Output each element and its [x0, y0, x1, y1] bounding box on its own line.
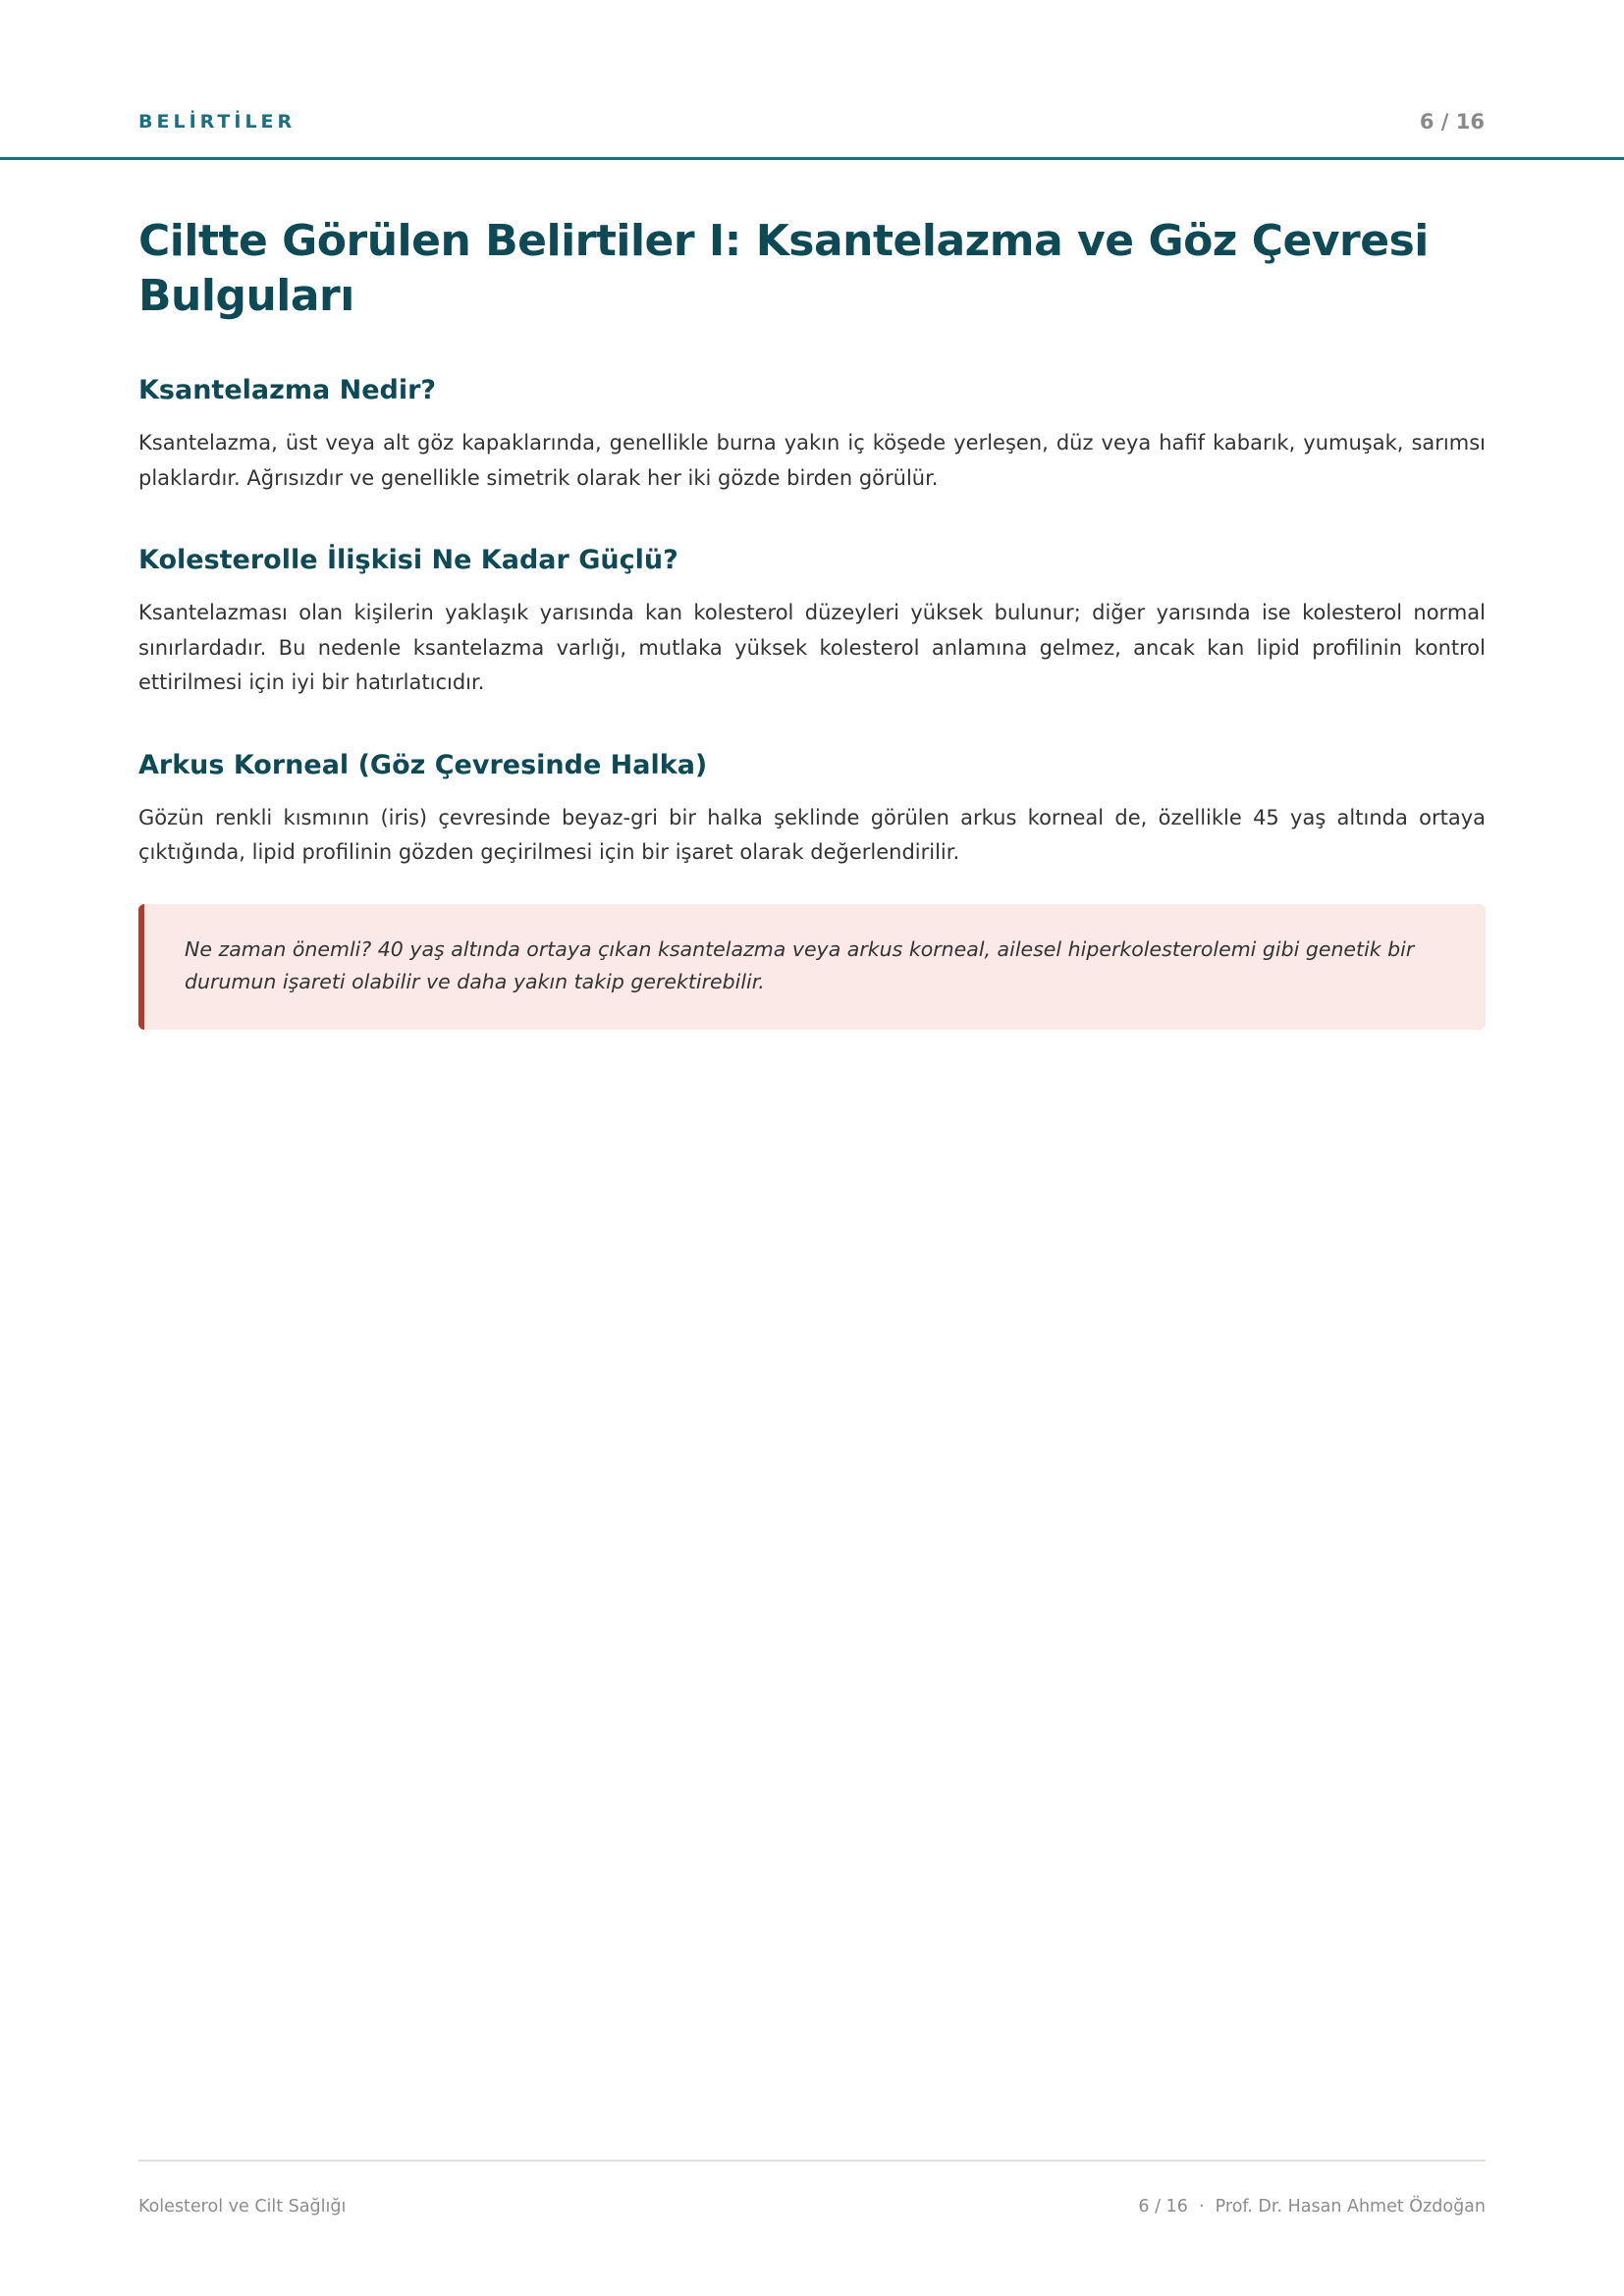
section-kolesterol-iliskisi — [138, 543, 1486, 701]
section-body: Gözün renkli kısmının (iris) çevresinde beyaz-gri bir halka şeklinde görülen arkus korneal de, özellikle 45 yaş altında ortaya çıktığında, lipid profilinin gözden geçirilmesi için bir işaret olarak değerlendirilir. — [138, 805, 1486, 864]
page-title: Ciltte Görülen Belirtiler I: Ksantelazma ve Göz Çevresi Bulguları — [138, 216, 1429, 321]
section-ksantelazma-nedir — [138, 373, 1486, 496]
section-label: BELİRTİLER — [138, 111, 297, 133]
callout-text: Ne zaman önemli? 40 yaş altında ortaya çıkan ksantelazma veya arkus korneal, ailesel hiperkolesterolemi gibi genetik bir durumun işareti olabilir ve daha yakın takip gerektirebilir. — [185, 936, 1415, 993]
section-heading: Ksantelazma Nedir? — [138, 375, 437, 405]
section-body: Ksantelazma, üst veya alt göz kapaklarında, genellikle burna yakın iç köşede yerleşen, düz veya hafif kabarık, yumuşak, sarımsı plaklardır. Ağrısızdır ve genellikle simetrik olarak her iki gözde birden görülür. — [138, 431, 1486, 490]
page-header — [0, 0, 1624, 160]
page-counter: 6 / 16 — [1419, 110, 1485, 133]
section-heading: Arkus Korneal (Göz Çevresinde Halka) — [138, 749, 708, 780]
section-arkus-korneal — [138, 748, 1486, 871]
main-content — [138, 214, 1486, 1030]
footer-page-author: 6 / 16 · Prof. Dr. Hasan Ahmet Özdoğan — [1138, 2197, 1486, 2216]
warning-callout — [138, 904, 1486, 1030]
footer-divider — [138, 2160, 1486, 2162]
section-heading: Kolesterolle İlişkisi Ne Kadar Güçlü? — [138, 545, 678, 575]
section-body: Ksantelazması olan kişilerin yaklaşık yarısında kan kolesterol düzeyleri yüksek bulunur; diğer yarısında ise kolesterol normal sınırlardadır. Bu nedenle ksantelazma varlığı, mutlaka yüksek kolesterol anlamına gelmez, ancak kan lipid profilinin kontrol ettirilmesi için iyi bir hatırlatıcıdır. — [138, 601, 1486, 694]
footer-document-title: Kolesterol ve Cilt Sağlığı — [138, 2197, 347, 2216]
